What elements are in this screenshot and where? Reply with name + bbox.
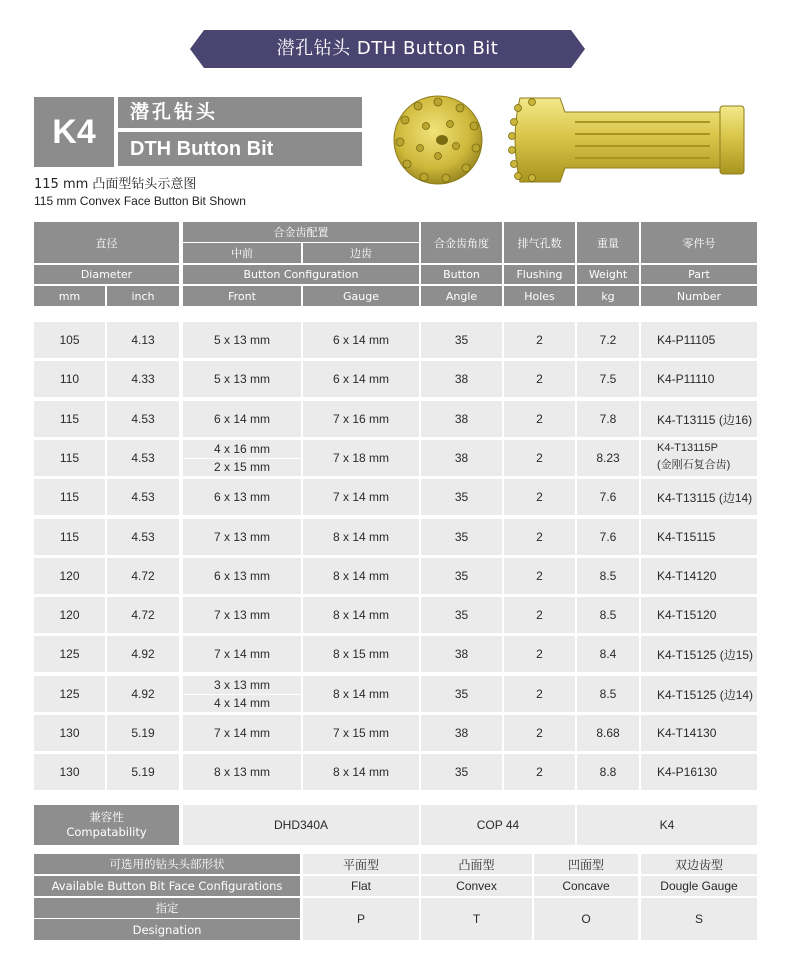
header-button-config-en: Button Configuration (183, 265, 419, 284)
face-type-cn: 凹面型 (534, 854, 638, 874)
table-cell-inch: 4.53 (107, 519, 179, 555)
table-cell-inch: 4.13 (107, 322, 179, 358)
header-part: Number (641, 286, 757, 306)
table-cell-part: K4-P11105 (641, 322, 757, 358)
face-type-en: Dougle Gauge (641, 876, 757, 896)
table-cell-gauge: 8 x 14 mm (303, 558, 419, 594)
table-cell-part (641, 440, 757, 476)
table-cell-line: 4 x 16 mm (213, 441, 270, 456)
table-cell-line: K4-T13115P (657, 442, 718, 454)
header-diameter-cn: 直径 (34, 222, 179, 263)
table-cell-holes: 2 (504, 676, 575, 712)
table-cell-front: 6 x 14 mm (183, 401, 301, 437)
table-cell-front: 7 x 14 mm (183, 715, 301, 751)
compat-label (34, 805, 179, 845)
table-cell-gauge: 8 x 14 mm (303, 676, 419, 712)
table-cell-holes: 2 (504, 361, 575, 397)
header-angle-en: Button (421, 265, 502, 284)
table-cell-gauge: 8 x 15 mm (303, 636, 419, 672)
table-cell-holes: 2 (504, 754, 575, 790)
table-cell-inch: 5.19 (107, 754, 179, 790)
face-type-en: Flat (303, 876, 419, 896)
header-gauge: Gauge (303, 286, 419, 306)
header-front-cn: 中前 (183, 243, 301, 263)
faces-label-cn: 可选用的钻头头部形状 (34, 854, 300, 874)
table-cell-front: 7 x 13 mm (183, 519, 301, 555)
table-cell-gauge: 7 x 16 mm (303, 401, 419, 437)
table-cell-angle: 38 (421, 636, 502, 672)
table-cell-gauge: 6 x 14 mm (303, 361, 419, 397)
designation-label-en: Designation (34, 919, 300, 940)
cell-divider (183, 458, 301, 459)
table-cell-front: 7 x 13 mm (183, 597, 301, 633)
table-cell-front: 7 x 14 mm (183, 636, 301, 672)
table-cell-front: 6 x 13 mm (183, 479, 301, 515)
face-type-en: Concave (534, 876, 638, 896)
table-cell-part: K4-T15115 (641, 519, 757, 555)
model-code-badge: K4 (34, 97, 114, 167)
table-cell-front: 6 x 13 mm (183, 558, 301, 594)
table-cell-angle: 38 (421, 440, 502, 476)
table-cell-gauge: 8 x 14 mm (303, 597, 419, 633)
table-cell-holes: 2 (504, 519, 575, 555)
table-cell-mm: 125 (34, 636, 105, 672)
compat-value: COP 44 (421, 805, 575, 845)
face-designation-code: S (641, 898, 757, 940)
table-cell-inch: 4.53 (107, 401, 179, 437)
table-cell-part: K4-T15125 (边14) (641, 676, 757, 712)
table-cell-mm: 115 (34, 401, 105, 437)
header-inch: inch (107, 286, 179, 306)
table-cell-part: K4-T13115 (边14) (641, 479, 757, 515)
table-cell-mm: 125 (34, 676, 105, 712)
face-type-cn: 双边齿型 (641, 854, 757, 874)
table-cell-holes: 2 (504, 636, 575, 672)
compat-value: DHD340A (183, 805, 419, 845)
table-cell-weight: 7.6 (577, 519, 639, 555)
product-name-en: DTH Button Bit (118, 132, 362, 166)
header-holes: Holes (504, 286, 575, 306)
table-cell-front: 5 x 13 mm (183, 361, 301, 397)
table-cell-angle: 35 (421, 322, 502, 358)
table-cell-weight: 7.6 (577, 479, 639, 515)
table-cell-line: 4 x 14 mm (213, 695, 270, 710)
table-cell-holes: 2 (504, 440, 575, 476)
header-part-cn: 零件号 (641, 222, 757, 263)
header-weight-en: Weight (577, 265, 639, 284)
table-cell-weight: 8.8 (577, 754, 639, 790)
table-cell-front: 8 x 13 mm (183, 754, 301, 790)
table-cell-inch: 4.92 (107, 676, 179, 712)
table-cell-front (183, 440, 301, 476)
table-cell-inch: 4.92 (107, 636, 179, 672)
table-cell-angle: 35 (421, 676, 502, 712)
header-holes-cn: 排气孔数 (504, 222, 575, 263)
table-cell-part: K4-T15120 (641, 597, 757, 633)
compat-label-en: Compatability (66, 825, 147, 839)
table-cell-front (183, 676, 301, 712)
table-cell-holes: 2 (504, 479, 575, 515)
table-cell-gauge: 7 x 14 mm (303, 479, 419, 515)
header-button-config-cn: 合金齿配置 (183, 222, 419, 242)
table-cell-holes: 2 (504, 558, 575, 594)
table-cell-weight: 8.68 (577, 715, 639, 751)
table-cell-weight: 8.5 (577, 597, 639, 633)
table-cell-line: 3 x 13 mm (213, 677, 270, 692)
face-type-cn: 平面型 (303, 854, 419, 874)
button-bit-illustration (390, 90, 762, 190)
header-holes-en: Flushing (504, 265, 575, 284)
image-caption-en: 115 mm Convex Face Button Bit Shown (34, 194, 246, 208)
table-cell-part: K4-P11110 (641, 361, 757, 397)
header-gauge-cn: 边齿 (303, 243, 419, 263)
table-cell-mm: 105 (34, 322, 105, 358)
face-designation-code: P (303, 898, 419, 940)
table-cell-part: K4-T14130 (641, 715, 757, 751)
compat-value: K4 (577, 805, 757, 845)
table-cell-weight: 8.5 (577, 558, 639, 594)
table-cell-inch: 4.72 (107, 558, 179, 594)
table-cell-holes: 2 (504, 715, 575, 751)
table-cell-gauge: 8 x 14 mm (303, 754, 419, 790)
table-cell-angle: 35 (421, 479, 502, 515)
table-cell-angle: 38 (421, 361, 502, 397)
table-cell-gauge: 8 x 14 mm (303, 519, 419, 555)
table-cell-inch: 4.53 (107, 479, 179, 515)
bit-face-view (394, 96, 482, 184)
table-cell-holes: 2 (504, 597, 575, 633)
table-cell-weight: 8.23 (577, 440, 639, 476)
table-cell-angle: 35 (421, 597, 502, 633)
face-type-en: Convex (421, 876, 532, 896)
table-cell-mm: 120 (34, 558, 105, 594)
table-cell-gauge: 7 x 15 mm (303, 715, 419, 751)
bit-side-view (509, 98, 745, 182)
table-cell-mm: 130 (34, 715, 105, 751)
header-diameter-en: Diameter (34, 265, 179, 284)
table-cell-part: K4-T15125 (边15) (641, 636, 757, 672)
table-cell-weight: 7.5 (577, 361, 639, 397)
banner-title: 潜孔钻头 DTH Button Bit (276, 38, 499, 59)
table-cell-mm: 115 (34, 519, 105, 555)
table-cell-line: (金刚石复合齿) (657, 459, 731, 471)
table-cell-mm: 120 (34, 597, 105, 633)
header-mm: mm (34, 286, 105, 306)
table-cell-weight: 8.4 (577, 636, 639, 672)
table-cell-angle: 38 (421, 715, 502, 751)
table-cell-gauge: 7 x 18 mm (303, 440, 419, 476)
table-cell-part: K4-T14120 (641, 558, 757, 594)
cell-divider (183, 694, 301, 695)
table-cell-front: 5 x 13 mm (183, 322, 301, 358)
table-cell-inch: 4.53 (107, 440, 179, 476)
table-cell-angle: 35 (421, 558, 502, 594)
face-designation-code: O (534, 898, 638, 940)
header-angle-cn: 合金齿角度 (421, 222, 502, 263)
table-cell-line: 2 x 15 mm (213, 459, 270, 474)
table-cell-holes: 2 (504, 322, 575, 358)
table-cell-gauge: 6 x 14 mm (303, 322, 419, 358)
table-cell-mm: 130 (34, 754, 105, 790)
header-part-en: Part (641, 265, 757, 284)
table-cell-inch: 5.19 (107, 715, 179, 751)
compat-label-cn: 兼容性 (89, 810, 124, 824)
header-weight-cn: 重量 (577, 222, 639, 263)
table-cell-holes: 2 (504, 401, 575, 437)
table-cell-angle: 35 (421, 519, 502, 555)
table-cell-mm: 115 (34, 440, 105, 476)
table-cell-angle: 35 (421, 754, 502, 790)
header-angle: Angle (421, 286, 502, 306)
table-cell-mm: 110 (34, 361, 105, 397)
faces-label-en: Available Button Bit Face Configurations (34, 876, 300, 896)
header-front: Front (183, 286, 301, 306)
image-caption-cn: 115 mm 凸面型钻头示意图 (34, 177, 197, 192)
designation-label-cn: 指定 (34, 898, 300, 918)
table-cell-weight: 7.2 (577, 322, 639, 358)
table-cell-part: K4-T13115 (边16) (641, 401, 757, 437)
face-type-cn: 凸面型 (421, 854, 532, 874)
table-cell-weight: 7.8 (577, 401, 639, 437)
header-weight: kg (577, 286, 639, 306)
table-cell-weight: 8.5 (577, 676, 639, 712)
table-cell-inch: 4.33 (107, 361, 179, 397)
table-cell-part: K4-P16130 (641, 754, 757, 790)
face-designation-code: T (421, 898, 532, 940)
table-cell-angle: 38 (421, 401, 502, 437)
table-cell-mm: 115 (34, 479, 105, 515)
table-cell-inch: 4.72 (107, 597, 179, 633)
product-name-cn: 潜孔钻头 (118, 97, 362, 128)
